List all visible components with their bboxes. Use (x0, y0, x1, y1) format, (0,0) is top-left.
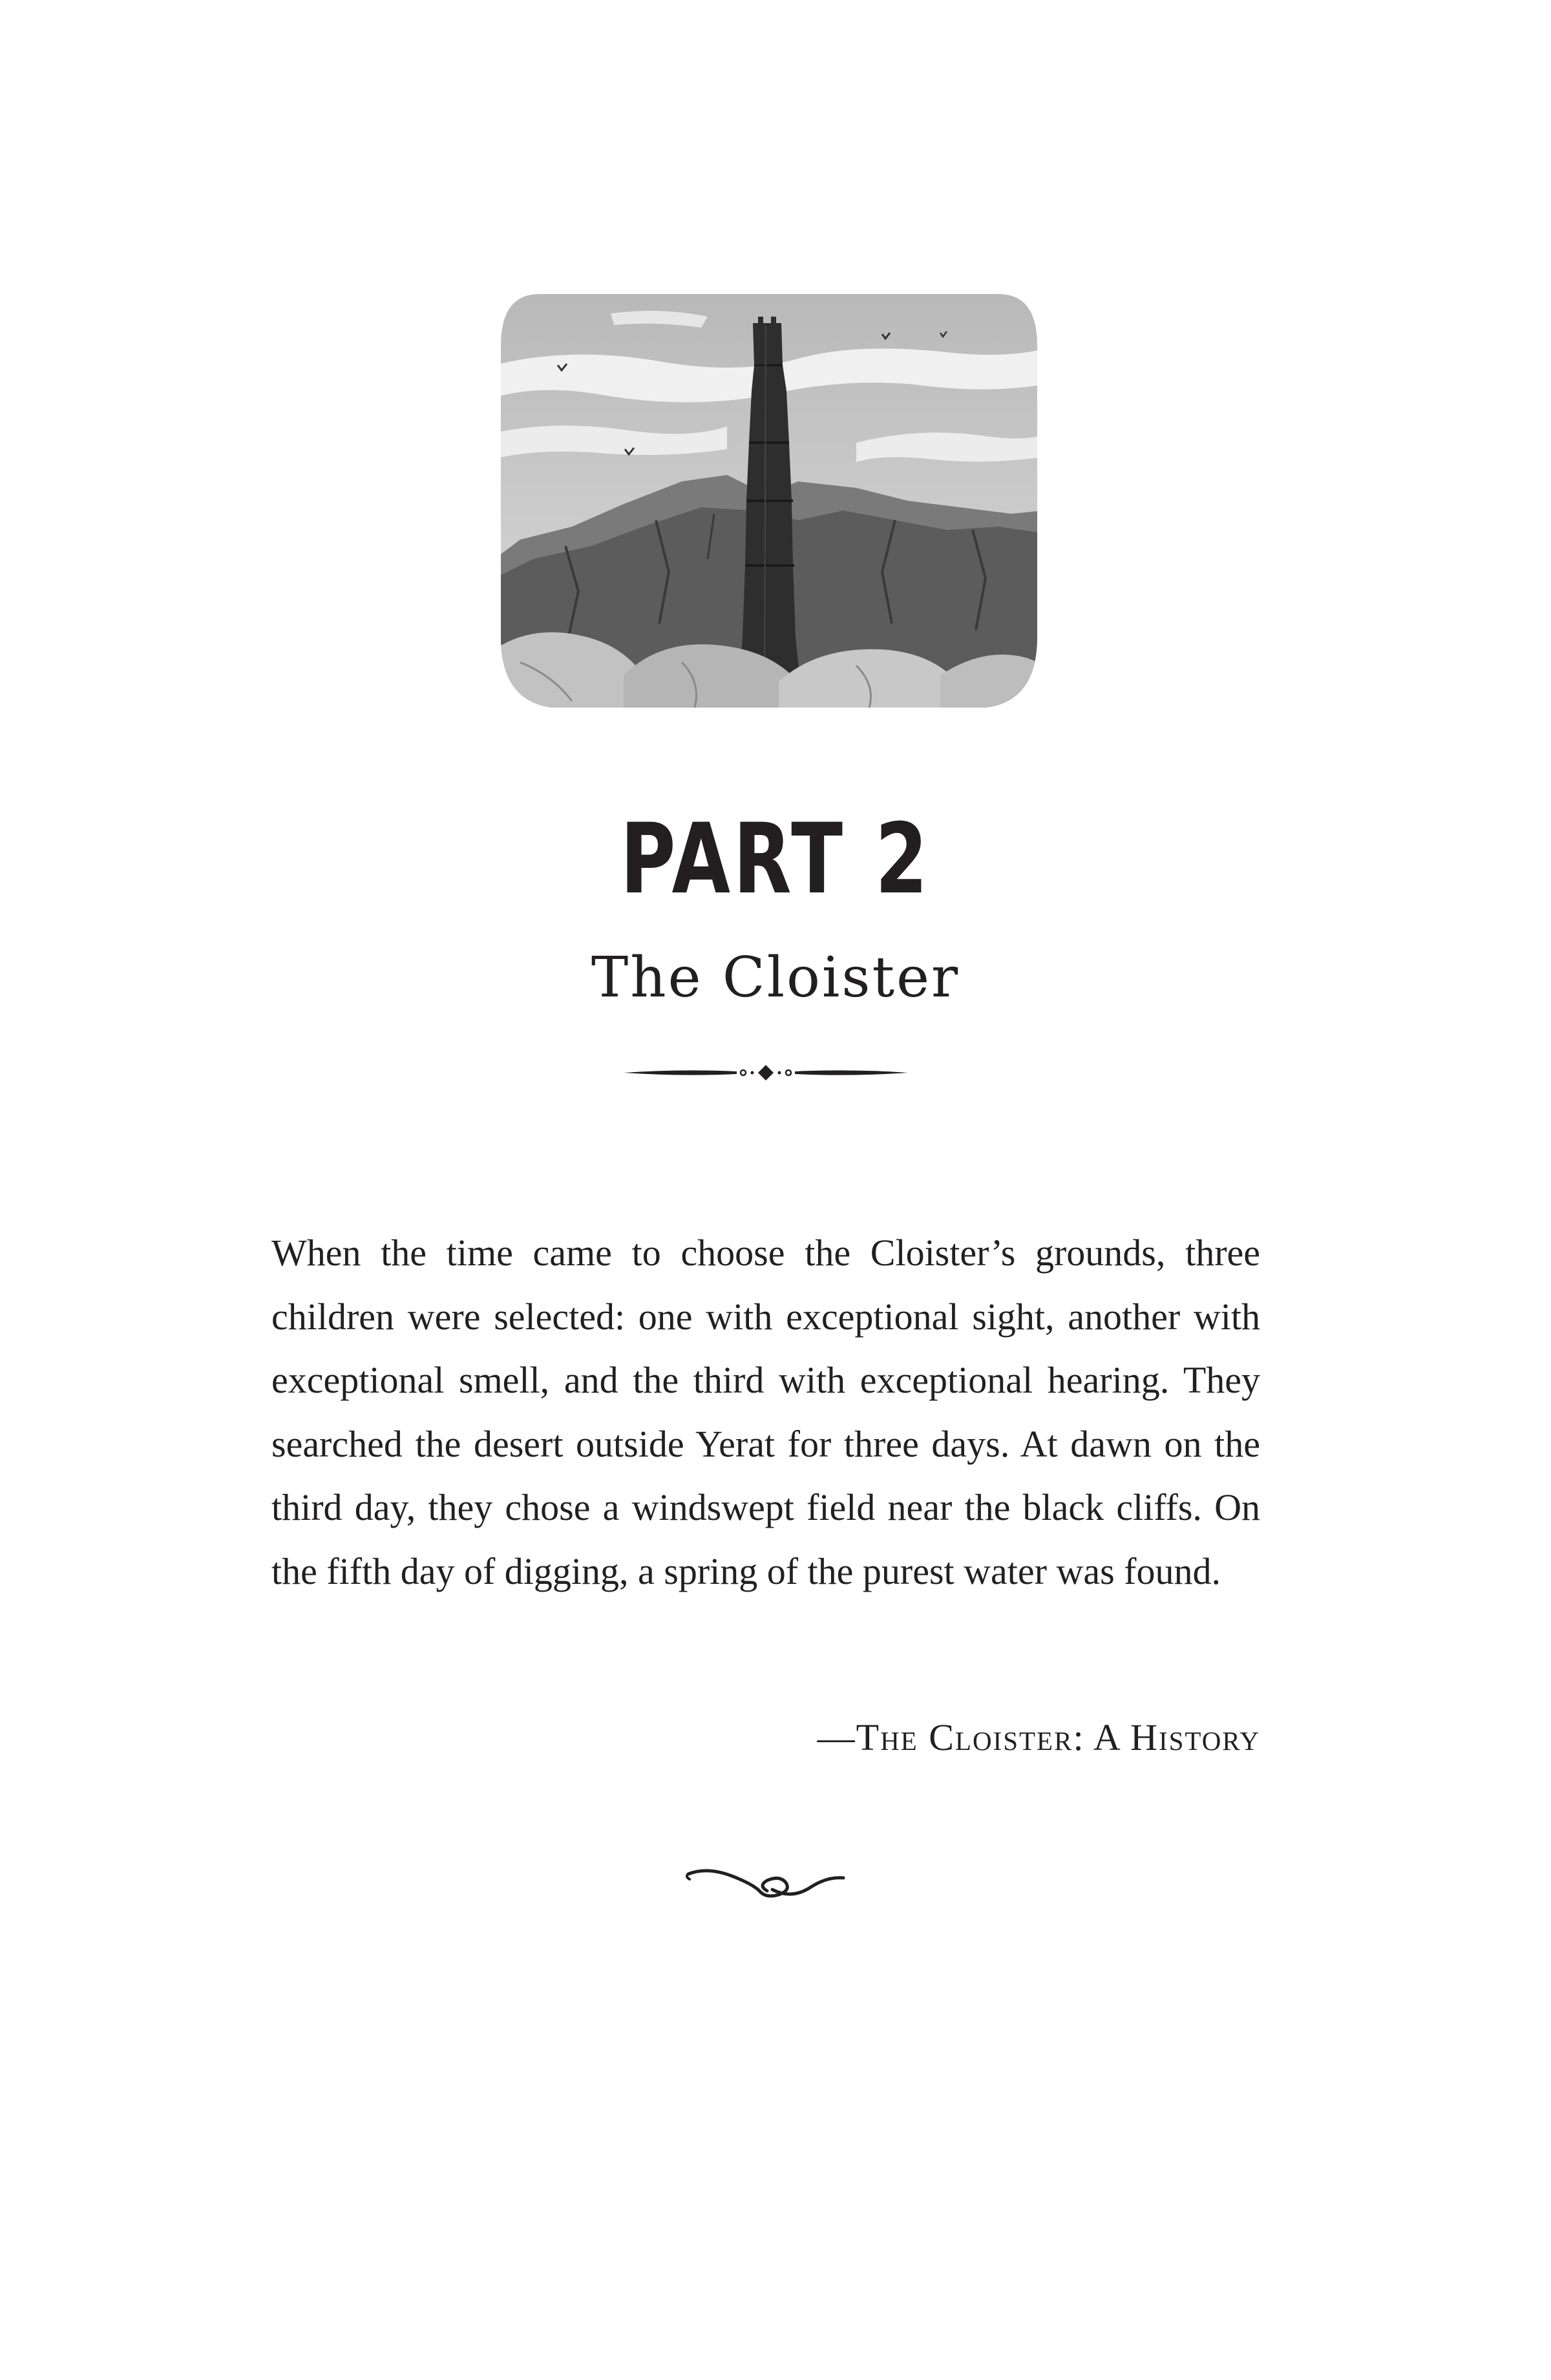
epigraph-text: When the time came to choose the Cloister’s grounds, three children were selected: one with exceptional sight, another with exceptional smell, and the third with exceptional hearing. They searched the desert outside Yerat for three days. At dawn on the third day, they chose a windswept field near the black cliffs. On the fifth day of digging, a spring of the purest water was found. (271, 1232, 1260, 1592)
part-heading: PART 2 (620, 803, 931, 916)
part-title: The Cloister (591, 945, 960, 1010)
tower-on-cliffs-illustration (494, 288, 1044, 714)
epigraph (271, 1221, 1260, 1603)
swirl-flourish-icon (682, 1855, 850, 1906)
epigraph-attribution: —The Cloister: A History (817, 1716, 1260, 1758)
line-diamond-divider-icon (624, 1060, 908, 1086)
